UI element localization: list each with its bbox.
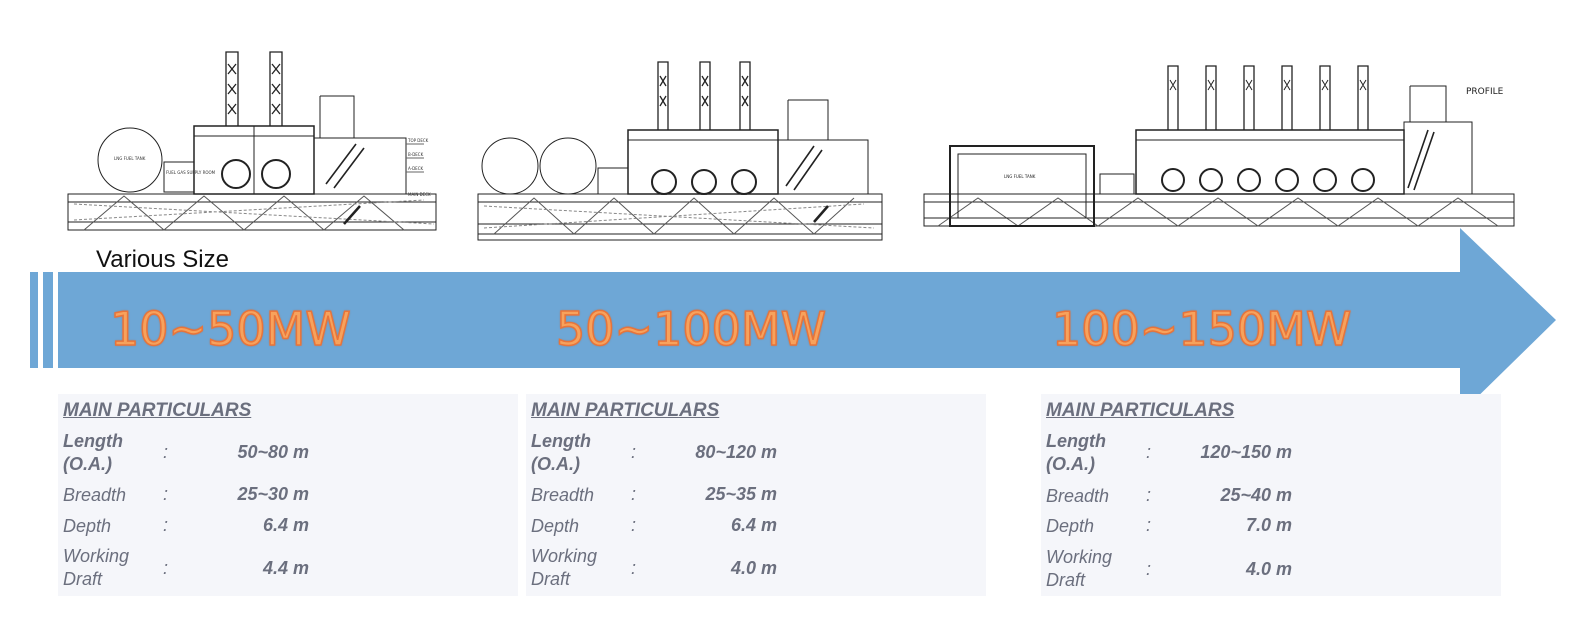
size-label-large: 100~150MW [1052, 302, 1352, 356]
row-colon: : [631, 558, 637, 578]
tank-label: LNG FUEL TANK [1004, 174, 1036, 179]
arrow-tail-stripe-1 [30, 272, 38, 368]
lng-tank [950, 146, 1094, 226]
row-label: Depth [1046, 516, 1095, 536]
row-colon: : [163, 558, 169, 578]
barge-drawing-large [918, 60, 1526, 240]
row-label: Breadth [1046, 486, 1110, 506]
row-label-2: (O.A.) [63, 454, 112, 474]
particulars-panel-small [58, 394, 518, 596]
barge-drawing-small [64, 44, 440, 240]
row-label-2: (O.A.) [1046, 454, 1095, 474]
row-label: Length [63, 431, 123, 451]
row-label: Depth [63, 516, 112, 536]
row-label: Breadth [531, 485, 595, 505]
panel-title: MAIN PARTICULARS [63, 400, 252, 421]
profile-label: PROFILE [1466, 87, 1504, 97]
various-size-heading: Various Size [96, 246, 229, 273]
row-value: 25~40 m [1220, 485, 1292, 505]
row-label: Depth [531, 516, 580, 536]
row-value: 7.0 m [1245, 515, 1292, 535]
row-label: Working [531, 546, 598, 566]
barge-drawing-medium [464, 56, 888, 248]
row-colon: : [163, 515, 169, 535]
row-value: 25~35 m [705, 484, 777, 504]
row-value: 50~80 m [237, 442, 309, 462]
top-deck-label: TOP DECK [408, 138, 429, 143]
row-value: 4.0 m [730, 558, 777, 578]
fuel-room-label: FUEL GAS SUPPLY ROOM [166, 170, 216, 175]
row-label: Length [531, 431, 591, 451]
row-label-2: Draft [1046, 570, 1086, 590]
panel-title: MAIN PARTICULARS [531, 400, 720, 421]
b-deck-label: B-DECK [408, 152, 424, 157]
row-value: 120~150 m [1200, 442, 1292, 462]
row-label: Breadth [63, 485, 127, 505]
lng-tank-2 [540, 138, 596, 194]
a-deck-label: A-DECK [408, 166, 424, 171]
row-colon: : [1146, 485, 1152, 505]
row-colon: : [631, 515, 637, 535]
size-label-small: 10~50MW [110, 302, 351, 356]
row-label-2: (O.A.) [531, 454, 580, 474]
row-colon: : [631, 484, 637, 504]
lng-tank-1 [482, 138, 538, 194]
row-value: 6.4 m [262, 515, 309, 535]
tank-label: LNG FUEL TANK [114, 156, 146, 161]
row-colon: : [163, 484, 169, 504]
particulars-panel-large [1041, 394, 1501, 596]
row-value: 25~30 m [237, 484, 309, 504]
row-label: Working [63, 546, 130, 566]
row-label: Working [1046, 547, 1113, 567]
row-value: 4.4 m [262, 558, 309, 578]
particulars-panel-medium [526, 394, 986, 596]
panel-title: MAIN PARTICULARS [1046, 400, 1235, 421]
row-colon: : [1146, 442, 1152, 462]
hull [68, 194, 436, 230]
row-colon: : [1146, 559, 1152, 579]
row-colon: : [163, 442, 169, 462]
row-label-2: Draft [531, 569, 571, 589]
size-label-medium: 50~100MW [556, 302, 827, 356]
row-value: 4.0 m [1245, 559, 1292, 579]
row-label: Length [1046, 431, 1106, 451]
row-colon: : [631, 442, 637, 462]
row-value: 6.4 m [730, 515, 777, 535]
main-deck-label: MAIN DECK [408, 192, 431, 197]
row-colon: : [1146, 515, 1152, 535]
arrow-tail-stripe-2 [43, 272, 53, 368]
row-value: 80~120 m [695, 442, 777, 462]
row-label-2: Draft [63, 569, 103, 589]
